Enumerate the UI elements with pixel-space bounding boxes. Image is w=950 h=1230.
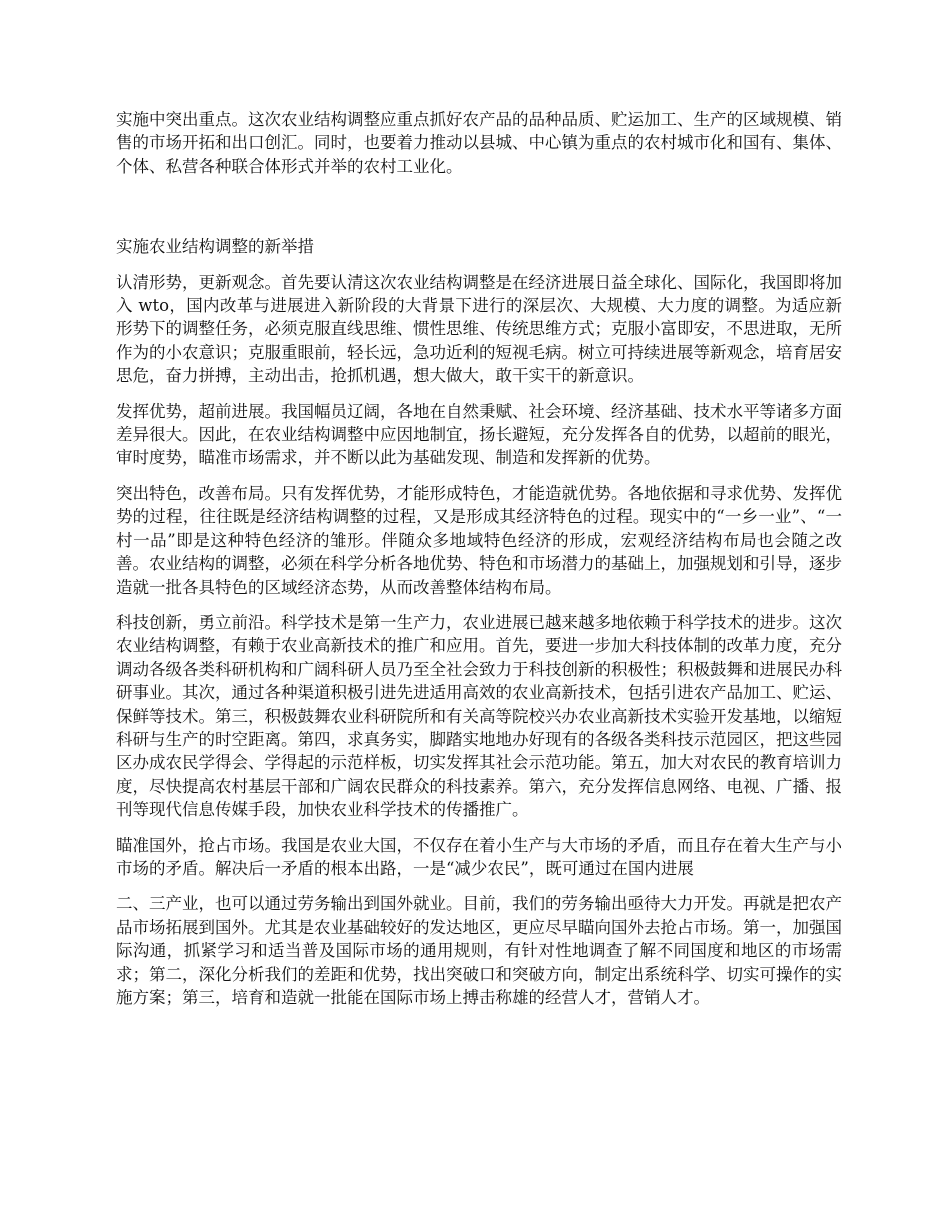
paragraph-highlight-features: 突出特色，改善布局。只有发挥优势，才能形成特色，才能造就优势。各地依据和寻求优势、发挥优势的过程，往往既是经济结构调整的过程，又是形成其经济特色的过程。现实中的“一乡一业”、“一村一品”即是这种特色经济的雏形。伴随众多地域特色经济的形成，宏观经济结构布局也会随之改善。农业结构的调整，必须在科学分析各地优势、特色和市场潜力的基础上，加强规划和引导，逐步造就一批各具特色的区域经济态势，从而改善整体结构布局。: [116, 483, 842, 597]
paragraph-tech-innovation: 科技创新，勇立前沿。科学技术是第一生产力，农业进展已越来越多地依赖于科学技术的进步。这次农业结构调整，有赖于农业高新技术的推广和应用。首先，要进一步加大科技体制的改革力度，充分调动各级各类科研机构和广阔科研人员乃至全社会致力于科技创新的积极性；积极鼓舞和进展民办科研事业。其次，通过各种渠道积极引进先进适用高效的农业高新技术，包括引进农产品加工、贮运、保鲜等技术。第三，积极鼓舞农业科研院所和有关高等院校兴办农业高新技术实验开发基地，以缩短科研与生产的时空距离。第四，求真务实，脚踏实地地办好现有的各级各类科技示范园区，把这些园区办成农民学得会、学得起的示范样板，切实发挥其社会示范功能。第五，加大对农民的教育培训力度，尽快提高农村基层干部和广阔农民群众的科技素养。第六，充分发挥信息网络、电视、广播、报刊等现代信息传媒手段，加快农业科学技术的传播推广。: [116, 612, 842, 820]
paragraph-leverage-advantages: 发挥优势，超前进展。我国幅员辽阔，各地在自然秉赋、社会环境、经济基础、技术水平等诸多方面差异很大。因此，在农业结构调整中应因地制宜，扬长避短，充分发挥各自的优势，以超前的眼光，审时度势，瞄准市场需求，并不断以此为基础发现、制造和发挥新的优势。: [116, 401, 842, 468]
intro-paragraph: 实施中突出重点。这次农业结构调整应重点抓好农产品的品种品质、贮运加工、生产的区域规模、销售的市场开拓和出口创汇。同时，也要着力推动以县城、中心镇为重点的农村城市化和国有、集体、个体、私营各种联合体形式并举的农村工业化。: [116, 110, 842, 176]
paragraph-update-concepts: 认清形势，更新观念。首先要认清这次农业结构调整是在经济进展日益全球化、国际化，我国即将加入 wto，国内改革与进展进入新阶段的大背景下进行的深层次、大规模、大力度的调整。为适应新形势下的调整任务，必须克服直线思维、惯性思维、传统思维方式；克服小富即安，不思进取，无所作为的小农意识；克服重眼前，轻长远，急功近利的短视毛病。树立可持续进展等新观念，培育居安思危，奋力拼搏，主动出击，抢抓机遇，想大做大，敢干实干的新意识。: [116, 272, 842, 386]
paragraph-foreign-markets: 瞄准国外，抢占市场。我国是农业大国，不仅存在着小生产与大市场的矛盾，而且存在着大生产与小市场的矛盾。解决后一矛盾的根本出路，一是“减少农民”，既可通过在国内进展: [116, 835, 842, 878]
document-page: [116, 108, 842, 1021]
section-heading: 实施农业结构调整的新举措: [116, 237, 314, 257]
paragraph-labor-export: 二、三产业，也可以通过劳务输出到国外就业。目前，我们的劳务输出亟待大力开发。再就是把农产品市场拓展到国外。尤其是农业基础较好的发达地区，更应尽早瞄向国外去抢占市场。第一，加强国际沟通，抓紧学习和适当普及国际市场的通用规则，有针对性地调查了解不同国度和地区的市场需求；第二，深化分析我们的差距和优势，找出突破口和突破方向，制定出系统科学、切实可操作的实施方案；第三，培育和造就一批能在国际市场上搏击称雄的经营人才，营销人才。: [116, 894, 842, 1007]
